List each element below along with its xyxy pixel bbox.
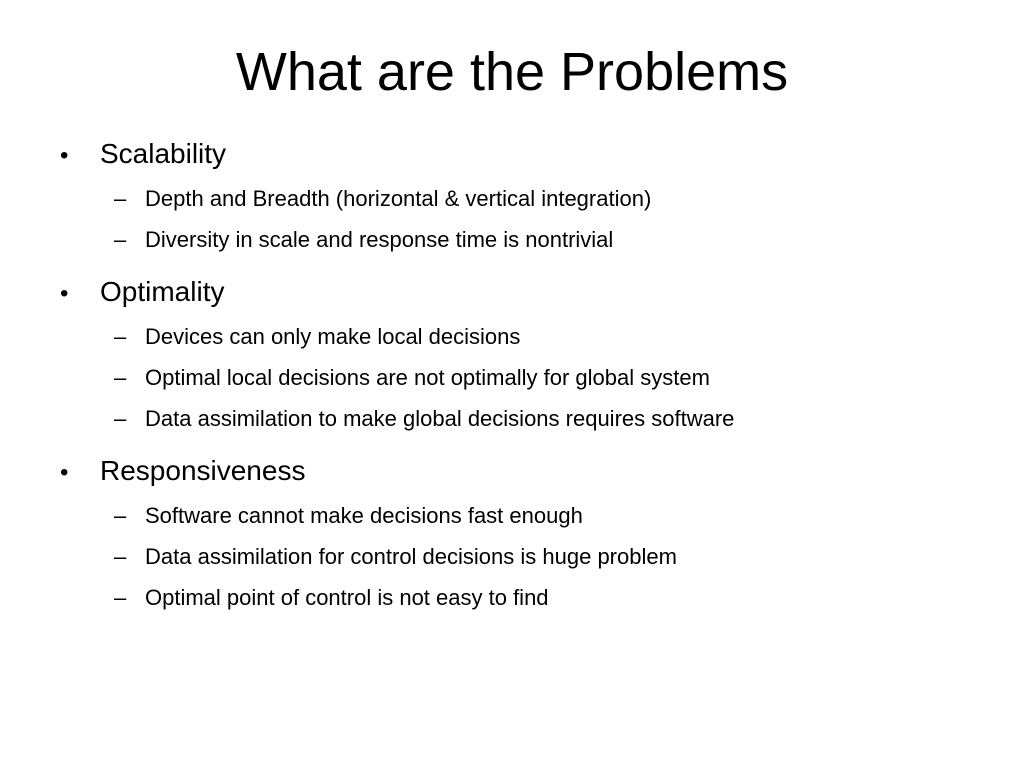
slide-title: What are the Problems bbox=[235, 42, 789, 102]
sub-bullet-item bbox=[114, 577, 976, 618]
sub-bullet-item bbox=[114, 536, 976, 577]
sub-bullet-item bbox=[114, 495, 976, 536]
sub-bullet-text: Data assimilation to make global decisions requires software bbox=[145, 406, 735, 431]
sub-bullet-text: Software cannot make decisions fast enough bbox=[145, 503, 583, 528]
bullet-heading: Scalability bbox=[100, 138, 227, 169]
dash-marker: – bbox=[114, 544, 127, 569]
bullet-marker: • bbox=[60, 142, 69, 169]
dash-marker: – bbox=[114, 503, 127, 528]
dash-marker: – bbox=[114, 365, 127, 390]
section-responsiveness bbox=[56, 451, 976, 618]
sub-bullet-item bbox=[114, 316, 976, 357]
dash-marker: – bbox=[114, 186, 127, 211]
sub-bullet-text: Data assimilation for control decisions is huge problem bbox=[145, 544, 677, 569]
sub-bullet-item bbox=[114, 357, 976, 398]
bullet-heading: Responsiveness bbox=[100, 455, 306, 486]
sub-bullet-text: Devices can only make local decisions bbox=[145, 324, 521, 349]
bullet-marker: • bbox=[60, 459, 69, 486]
sub-bullet-text: Diversity in scale and response time is nontrivial bbox=[145, 227, 614, 252]
sub-bullet-item bbox=[114, 178, 976, 219]
dash-marker: – bbox=[114, 585, 127, 610]
bullet-heading: Optimality bbox=[100, 276, 225, 307]
section-optimality bbox=[56, 272, 976, 439]
dash-marker: – bbox=[114, 406, 127, 431]
sub-bullet-item bbox=[114, 219, 976, 260]
sub-bullet-text: Optimal point of control is not easy to find bbox=[145, 585, 549, 610]
section-scalability bbox=[56, 134, 976, 260]
bullet-list bbox=[56, 134, 976, 630]
sub-bullet-item bbox=[114, 398, 976, 439]
sub-bullet-text: Optimal local decisions are not optimally for global system bbox=[145, 365, 710, 390]
bullet-item bbox=[56, 272, 976, 314]
dash-marker: – bbox=[114, 324, 127, 349]
bullet-item bbox=[56, 451, 976, 493]
bullet-marker: • bbox=[60, 280, 69, 307]
sub-bullet-text: Depth and Breadth (horizontal & vertical integration) bbox=[145, 186, 652, 211]
bullet-item bbox=[56, 134, 976, 176]
dash-marker: – bbox=[114, 227, 127, 252]
